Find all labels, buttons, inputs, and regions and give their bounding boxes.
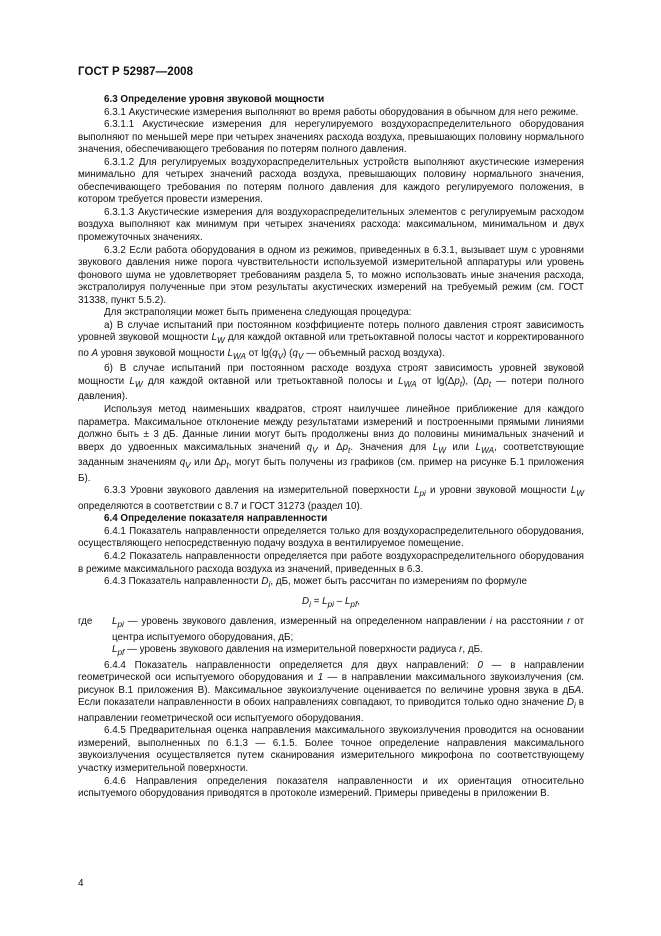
paragraph-6-3-1-3: 6.3.1.3 Акустические измерения для воздухораспределительных элементов с регулируемым расходом воздуха выполняют как минимум при четырех значениях расхода: максимальном, минимальном и двух промежуточных значениях.	[78, 206, 584, 244]
formula-directivity-index: $D_i = L_{pi} - L_{pf}$,	[301, 595, 361, 609]
paragraph-item-a: а) В случае испытаний при постоянном коэффициенте потерь полного давления строят зависимость уровней звуковой мощности $L_W$ для каждой октавной или третьоктавной полосы частот и корректированного по A уровня звуковой мощности $L_{WA}$ от $\lg(q_V)$ ($q_V$ — объемный расход воздуха).	[78, 319, 584, 361]
paragraph-6-3-1-2: 6.3.1.2 Для регулируемых воздухораспределительных устройств выполняют акустические измерения минимально для четырех значений расхода воздуха, превышающих половину нормального значения, обеспечивающего требования по потерям полного давления для каждого регулируемого положения, в котором требуется провести измерения.	[78, 156, 584, 206]
paragraph-6-3-2: 6.3.2 Если работа оборудования в одном из режимов, приведенных в 6.3.1, вызывает шум с уровнями звукового давления ниже порога чувствительности используемой измерительной аппаратуры или уровень фонового шума не удовлетворяет требованиям раздела 5, то можно использовать иные значения расхода, экстраполируя полученные при этом результаты акустических измерений на требуемый режим (см. ГОСТ 31338, пункт 5.5.2).	[78, 244, 584, 306]
paragraph-6-4-4: 6.4.4 Показатель направленности определяется для двух направлений: 0 — в направлении геометрической оси испытуемого оборудования и 1 — в направлении максимального звукоизлучения (см. рисунок В.1 приложения В). Максимальное звукоизлучение оценивается по величине уровня звука в дБA. Если показатели направленности в обоих направлениях совпадают, то приводится только одно значение $D_i$ в направлении геометрической оси испытуемого оборудования.	[78, 659, 584, 724]
paragraph-6-4-2: 6.4.2 Показатель направленности определяется при работе воздухораспределительного оборудования в режиме максимального расхода воздуха из значений, приведенных в 6.3.	[78, 550, 584, 575]
paragraph-6-4-3: 6.4.3 Показатель направленности $D_i$, дБ, может быть рассчитан по измерениям по формуле	[104, 576, 527, 590]
section-heading-6-4: 6.4 Определение показателя направленности	[104, 513, 328, 525]
paragraph-item-b: б) В случае испытаний при постоянном расходе воздуха строят зависимость уровней звуковой мощности $L_W$ для каждой октавной или третьоктавной полосы и $L_{WA}$ от $\lg(\Delta p_t)$, ($\Delta p_t$ — потери полного давления).	[78, 363, 584, 403]
paragraph-6-3-1-1: 6.3.1.1 Акустические измерения для нерегулируемого воздухораспределительного оборудования выполняют по меньшей мере при четырех значениях расхода воздуха, превышающих половину нормального значения, обеспечивающего требования по потерям полного давления.	[78, 119, 584, 156]
paragraph-6-4-5: 6.4.5 Предварительная оценка направления максимального звукоизлучения проводится на основании измерений, выполненных по 6.1.3 — 6.1.5. Более точное определение направления максимального звукоизлучения осуществляется путем сканирования измерительного микрофона по соответствующему участку измерительной поверхности.	[78, 725, 584, 774]
paragraph-6-4-6: 6.4.6 Направления определения показателя направленности и их ориентация относительно испытуемого оборудования приводятся в протоколе измерений. Примеры приведены в приложении В.	[78, 775, 584, 800]
document-body	[78, 94, 584, 801]
paragraph-6-3-3: 6.3.3 Уровни звукового давления на измерительной поверхности $L_{pi}$ и уровни звуковой мощности $L_W$ определяются в соответствии с 8.7 и ГОСТ 31273 (раздел 10).	[78, 485, 584, 512]
section-heading-6-3: 6.3 Определение уровня звуковой мощности	[104, 94, 325, 105]
paragraph-least-squares: Используя метод наименьших квадратов, строят наилучшее линейное приближение для каждого параметра. Максимальное отклонение между результатами измерений и построенными прямыми линиями должно быть ± 3 дБ. Данные линии могут быть продолжены вниз до половины минимальных значений и вверх до удвоенных максимальных значений $q_V$ и $\Delta p_t$. Значения для $L_W$ или $L_{WA}$, соответствующие заданным значениям $q_V$ или $\Delta p_t$, могут быть получены из графиков (см. пример на рисунке Б.1 приложения Б).	[78, 404, 585, 484]
paragraph-6-4-1: 6.4.1 Показатель направленности определяется только для воздухораспределительного оборудования, осуществляющего непосредственную подачу воздуха в вентилируемое помещение.	[78, 525, 584, 550]
definition-lpi: где $L_{pi}$ — уровень звукового давления, измеренный на определенном направлении i на расстоянии r от центра испытуемого оборудования, дБ;	[78, 616, 584, 643]
paragraph-6-3-1: 6.3.1 Акустические измерения выполняют во время работы оборудования в обычном для него режиме.	[104, 106, 579, 118]
page-number: 4	[78, 878, 84, 889]
paragraph-extrapolation: Для экстраполяции может быть применена следующая процедура:	[104, 307, 412, 319]
document-header: ГОСТ Р 52987—2008	[78, 66, 194, 78]
definition-lpf: $L_{pf}$ — уровень звукового давления на измерительной поверхности радиуса r, дБ.	[112, 644, 483, 658]
